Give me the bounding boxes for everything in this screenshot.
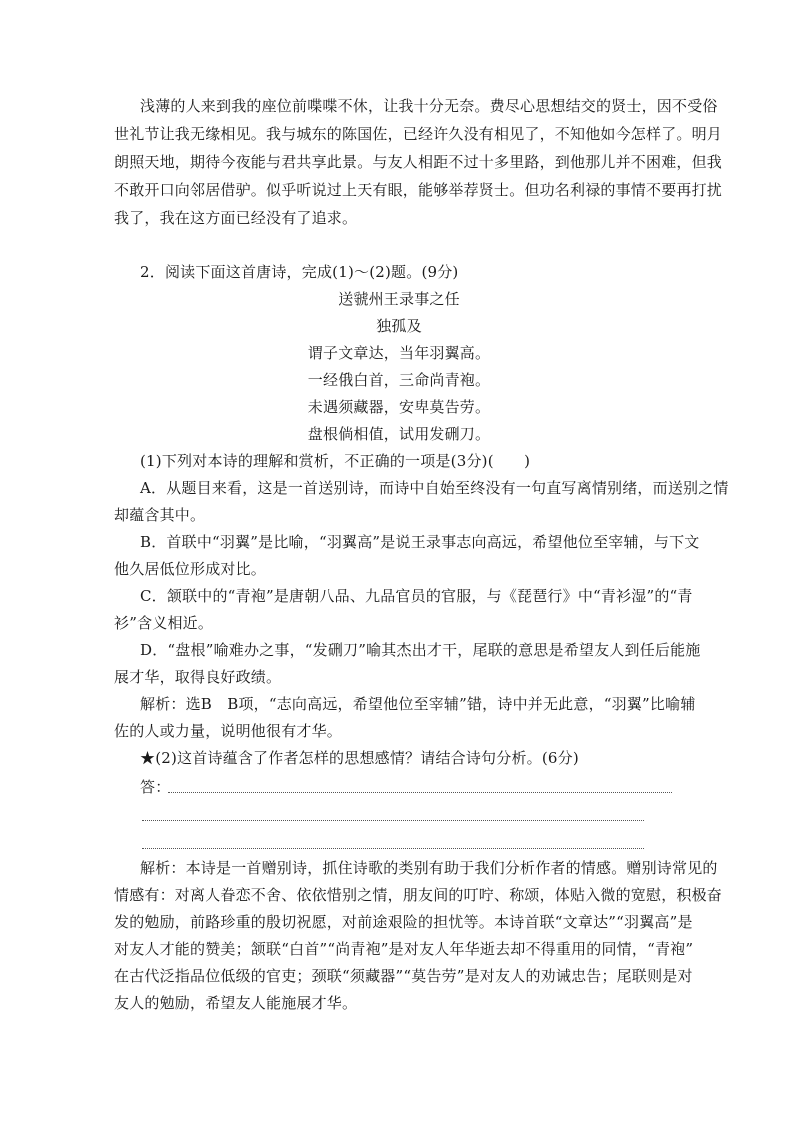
poem-title: 送虢州王录事之任 [338,290,460,308]
analysis-2-cont: 情感有：对离人眷恋不舍、依依惜别之情，朋友间的叮咛、称颂，体贴入微的宽慰，积极奋 [114,886,723,904]
answer-blank-line[interactable] [142,848,644,849]
option-a-cont: 却蕴含其中。 [114,506,206,524]
poem-line: 一经俄白首，三命尚青袍。 [307,371,491,389]
poem-line: 未遇须藏器，安卑莫告劳。 [307,398,491,416]
analysis-2-cont: 在古代泛指品位低级的官吏；颈联“须藏器”“莫告劳”是对友人的劝诫忠告；尾联则是对 [114,967,693,985]
analysis-1: 解析：选B B项，“志向高远，希望他位至宰辅”错，诗中并无此意，“羽翼”比喻辅 [140,695,696,713]
option-b-cont: 他久居低位形成对比。 [114,560,267,578]
sub-question-1: (1)下列对本诗的理解和赏析，不正确的一项是(3分)( ) [140,452,531,470]
option-d: D．“盘根”喻难办之事，“发硎刀”喻其杰出才干，尾联的意思是希望友人到任后能施 [140,641,701,659]
sub-question-2: ★(2)这首诗蕴含了作者怎样的思想感情？请结合诗句分析。(6分) [140,749,579,767]
option-c-cont: 衫”含义相近。 [114,614,214,632]
analysis-2: 解析：本诗是一首赠别诗，抓住诗歌的类别有助于我们分析作者的情感。赠别诗常见的 [140,859,718,877]
option-a: A．从题目来看，这是一首送别诗，而诗中自始至终没有一句直写离情别绪，而送别之情 [140,479,729,497]
answer-blank-line[interactable] [142,820,644,821]
translation-line: 我了，我在这方面已经没有了追求。 [114,209,358,227]
answer-label: 答： [140,778,171,796]
option-c: C．颔联中的“青袍”是唐朝八品、九品官员的官服，与《琵琶行》中“青衫湿”的“青 [140,587,693,605]
option-d-cont: 展才华，取得良好政绩。 [114,668,282,686]
translation-line: 世礼节让我无缘相见。我与城东的陈国佐，已经许久没有相见了，不知他如今怎样了。明月 [114,125,723,143]
option-b: B．首联中“羽翼”是比喻，“羽翼高”是说王录事志向高远，希望他位至宰辅，与下文 [140,533,700,551]
translation-line: 浅薄的人来到我的座位前喋喋不休，让我十分无奈。费尽心思想结交的贤士，因不受俗 [140,97,718,115]
answer-blank-line[interactable] [168,792,672,793]
poem-line: 谓子文章达，当年羽翼高。 [307,344,491,362]
analysis-1-cont: 佐的人或力量，说明他很有才华。 [114,722,343,740]
question-heading: 2．阅读下面这首唐诗，完成(1)～(2)题。(9分) [140,263,459,281]
analysis-2-cont: 友人的勉励，希望友人能施展才华。 [114,994,358,1012]
translation-line: 不敢开口向邻居借驴。似乎听说过上天有眼，能够举荐贤士。但功名利禄的事情不要再打扰 [114,181,723,199]
translation-line: 朗照天地，期待今夜能与君共享此景。与友人相距不过十多里路，到他那儿并不困难，但我 [114,153,723,171]
poem-author: 独孤及 [376,317,422,335]
analysis-2-cont: 发的勉励，前路珍重的殷切祝愿，对前途艰险的担忧等。本诗首联“文章达”“羽翼高”是 [114,913,693,931]
analysis-2-cont: 对友人才能的赞美；颔联“白首”“尚青袍”是对友人年华逝去却不得重用的同情，“青袍” [114,940,694,958]
poem-line: 盘根倘相值，试用发硎刀。 [307,425,491,443]
